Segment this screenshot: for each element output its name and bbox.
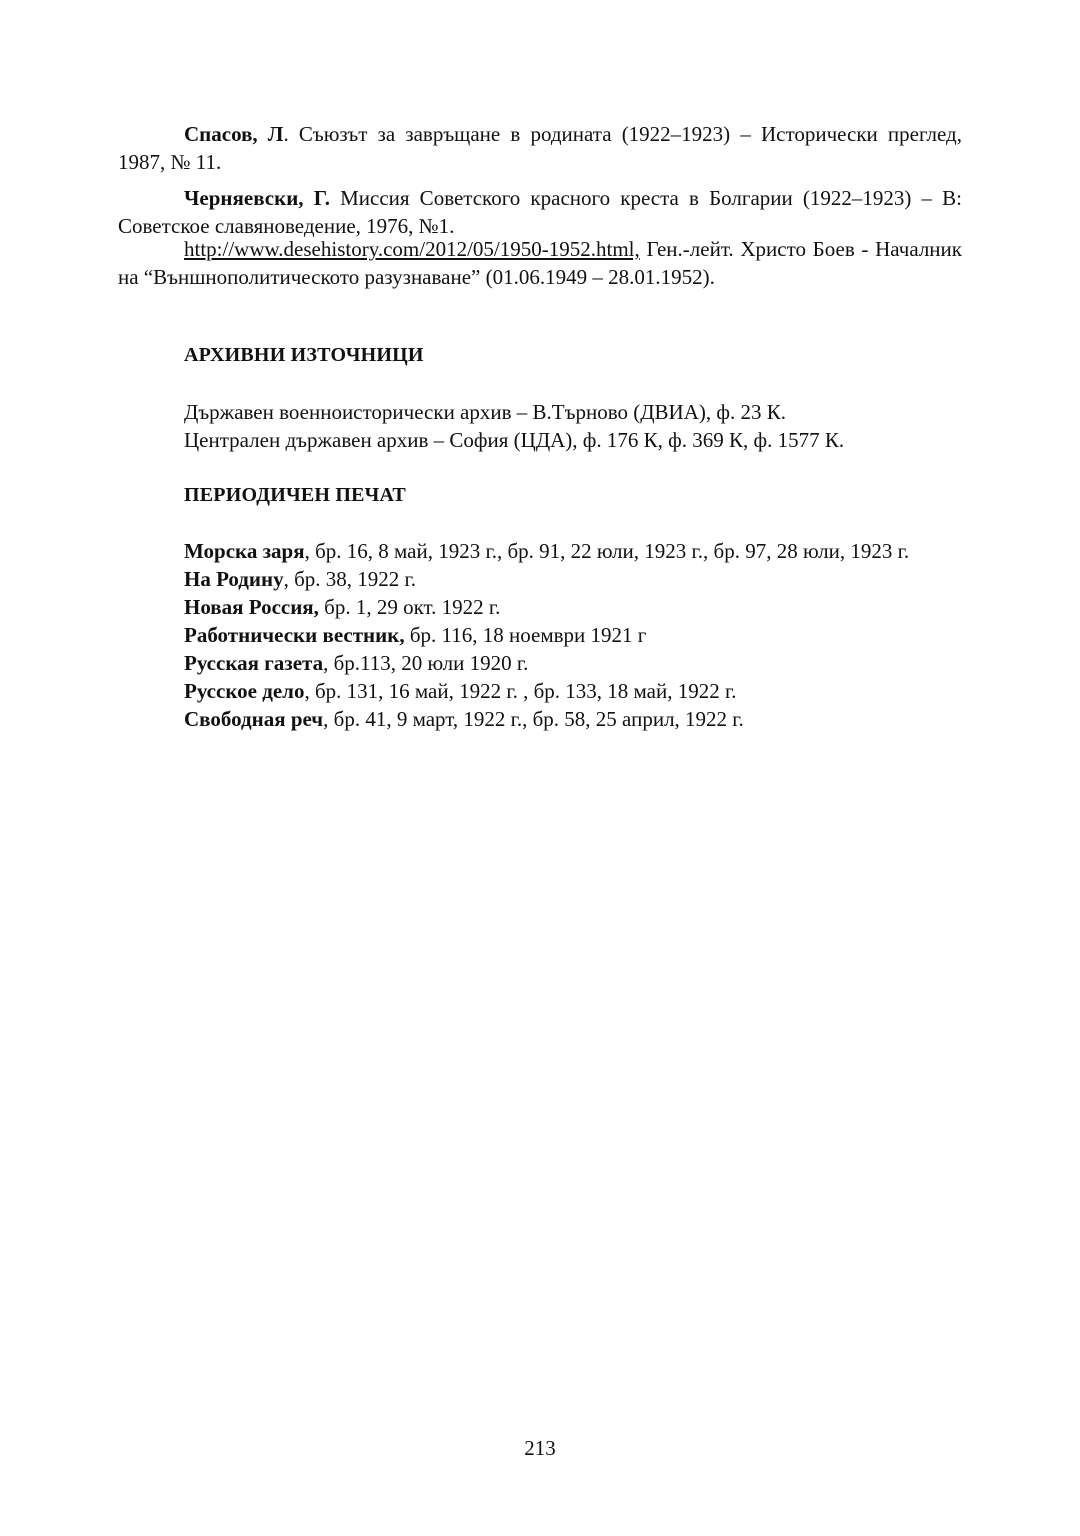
periodical-details: бр. 116, 18 ноември 1921 г xyxy=(404,623,647,647)
periodical-item xyxy=(184,593,500,621)
periodical-item xyxy=(184,705,744,733)
bibliography-entry xyxy=(118,120,962,176)
periodical-title: Свободная реч xyxy=(184,707,324,731)
page-number: 213 xyxy=(524,1436,556,1460)
periodical-title: Новая Россия, xyxy=(184,595,319,619)
periodical-details: , бр. 38, 1922 г. xyxy=(283,567,417,591)
archive-item: Държавен военноисторически архив – В.Търново (ДВИА), ф. 23 К. xyxy=(184,400,786,424)
periodicals-heading: ПЕРИОДИЧЕН ПЕЧАТ xyxy=(184,484,406,506)
bibliography-text: Ген.-лейт. Христо Боев - Началник на “Външнополитическото разузнаване” (01.06.1949 – 28.01.1952). xyxy=(118,237,962,289)
bibliography-link[interactable]: http://www.desehistory.com/2012/05/1950-1952.html, xyxy=(184,237,640,261)
periodical-item xyxy=(184,537,909,565)
periodical-details: , бр.113, 20 юли 1920 г. xyxy=(323,651,529,675)
bibliography-author: Спасов, Л xyxy=(184,122,284,146)
periodical-title: Морска заря xyxy=(184,539,305,563)
periodical-item xyxy=(184,621,646,649)
periodical-details: , бр. 16, 8 май, 1923 г., бр. 91, 22 юли, 1923 г., бр. 97, 28 юли, 1923 г. xyxy=(304,539,910,563)
bibliography-entry xyxy=(118,235,962,291)
periodical-item xyxy=(184,677,736,705)
bibliography-author: Черняевски, Г. xyxy=(184,186,330,210)
periodical-item xyxy=(184,565,416,593)
periodical-title: Русское дело xyxy=(184,679,305,703)
periodical-details: , бр. 41, 9 март, 1922 г., бр. 58, 25 април, 1922 г. xyxy=(323,707,744,731)
archive-item: Централен държавен архив – София (ЦДА), ф. 176 К, ф. 369 К, ф. 1577 К. xyxy=(184,428,845,452)
periodical-title: Работнически вестник, xyxy=(184,623,405,647)
periodical-item xyxy=(184,649,528,677)
bibliography-entry xyxy=(118,184,962,240)
archives-heading: АРХИВНИ ИЗТОЧНИЦИ xyxy=(184,344,424,366)
periodical-title: На Родину xyxy=(184,567,284,591)
bibliography-text: . Съюзът за завръщане в родината (1922–1923) – Исторически преглед, 1987, № 11. xyxy=(118,122,962,174)
periodical-details: бр. 1, 29 окт. 1922 г. xyxy=(318,595,501,619)
periodical-details: , бр. 131, 16 май, 1922 г. , бр. 133, 18 май, 1922 г. xyxy=(304,679,737,703)
periodical-title: Русская газета xyxy=(184,651,324,675)
bibliography-text: Миссия Советского красного креста в Болгарии (1922–1923) – В: Советское славяноведение, 1976, №1. xyxy=(118,186,962,238)
